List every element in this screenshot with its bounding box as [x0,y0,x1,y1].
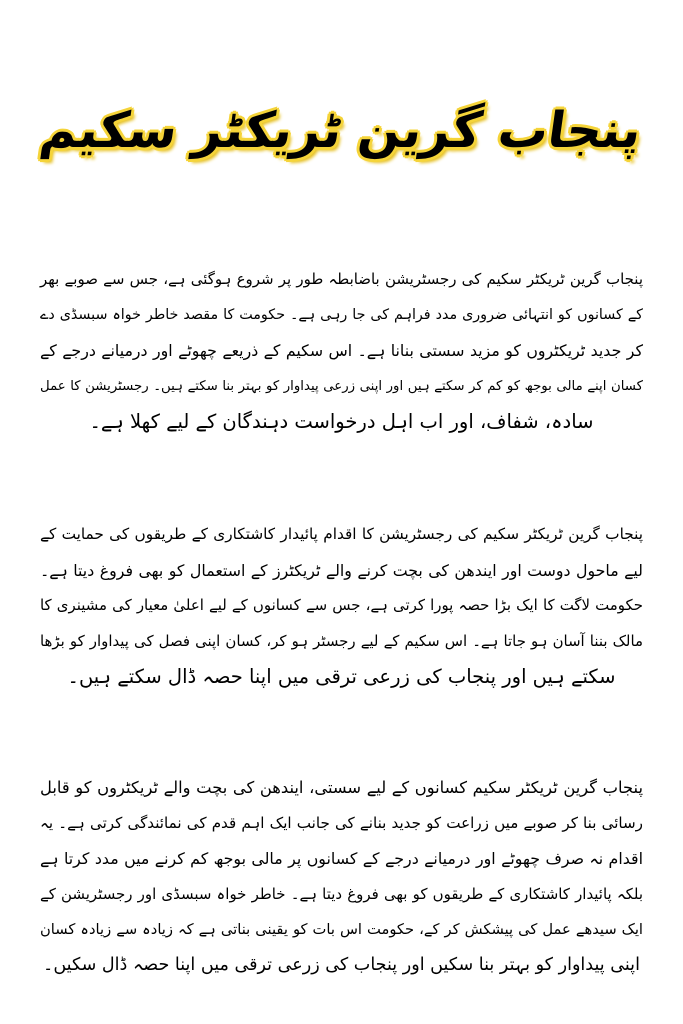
paragraph-line: پنجاب گرین ٹریکٹر سکیم کی رجسٹریشن کا اقدام پائیدار کاشتکاری کے طریقوں کی حمایت کے [40,525,643,543]
paragraph-line: حکومت لاگت کا ایک بڑا حصہ پورا کرتی ہے، جس سے کسانوں کے لیے اعلیٰ معیار کی مشینری کا [40,596,643,614]
paragraph-conclusion [40,770,643,983]
title-banner [0,70,683,190]
paragraph-line: سکتے ہیں اور پنجاب کی زرعی ترقی میں اپنا حصہ ڈال سکتے ہیں۔ [67,665,616,688]
paragraph-line: پنجاب گرین ٹریکٹر سکیم کسانوں کے لیے سستی، ایندھن کی بچت والے ٹریکٹروں کو قابل [40,778,643,797]
paragraph-intro [40,262,643,440]
paragraph-line: بلکہ پائیدار کاشتکاری کے طریقوں کو بھی فروغ دیتا ہے۔ خاطر خواہ سبسڈی اور رجسٹریشن کے [40,884,643,903]
paragraph-sustainability [40,517,643,695]
paragraph-line: رسائی بنا کر صوبے میں زراعت کو جدید بنانے کی جانب ایک اہم قدم کی نمائندگی کرتی ہے۔ یہ [40,813,643,832]
paragraph-line: کسان اپنے مالی بوجھ کو کم کر سکتے ہیں اور اپنی زرعی پیداوار کو بہتر بنا سکتے ہیں۔ رجسٹریشن کا عمل [40,378,643,394]
paragraph-line: مالک بننا آسان ہو جاتا ہے۔ اس سکیم کے لیے رجسٹر ہو کر، کسان اپنی فصل کی پیداوار کو بڑھا [40,631,643,650]
paragraph-line: کر جدید ٹریکٹروں کو مزید سستی بنانا ہے۔ اس سکیم کے ذریعے چھوٹے اور درمیانے درجے کے [40,341,643,360]
paragraph-line: اقدام نہ صرف چھوٹے اور درمیانے درجے کے کسانوں پر مالی بوجھ کم کرنے میں مدد کرتا ہے [40,849,643,868]
paragraph-line: ایک سیدھے عمل کی پیشکش کر کے، حکومت اس بات کو یقینی بناتی ہے کہ زیادہ سے زیادہ کسان [40,921,643,938]
paragraph-line: سادہ، شفاف، اور اب اہل درخواست دہندگان کے لیے کھلا ہے۔ [89,410,594,433]
page-title: پنجاب گرین ٹریکٹر سکیم [37,101,646,159]
paragraph-line: کے کسانوں کو انتہائی ضروری مدد فراہم کی جا رہی ہے۔ حکومت کا مقصد خاطر خواہ سبسڈی دے [40,306,643,323]
paragraph-line: لیے ماحول دوست اور ایندھن کی بچت کرنے والے ٹریکٹرز کے استعمال کو بھی فروغ دیتا ہے۔ [40,560,643,580]
paragraph-line: اپنی پیداوار کو بہتر بنا سکیں اور پنجاب کی زرعی ترقی میں اپنا حصہ ڈال سکیں۔ [43,954,640,975]
paragraph-line: پنجاب گرین ٹریکٹر سکیم کی رجسٹریشن باضابطہ طور پر شروع ہوگئی ہے، جس سے صوبے بھر [40,270,643,288]
